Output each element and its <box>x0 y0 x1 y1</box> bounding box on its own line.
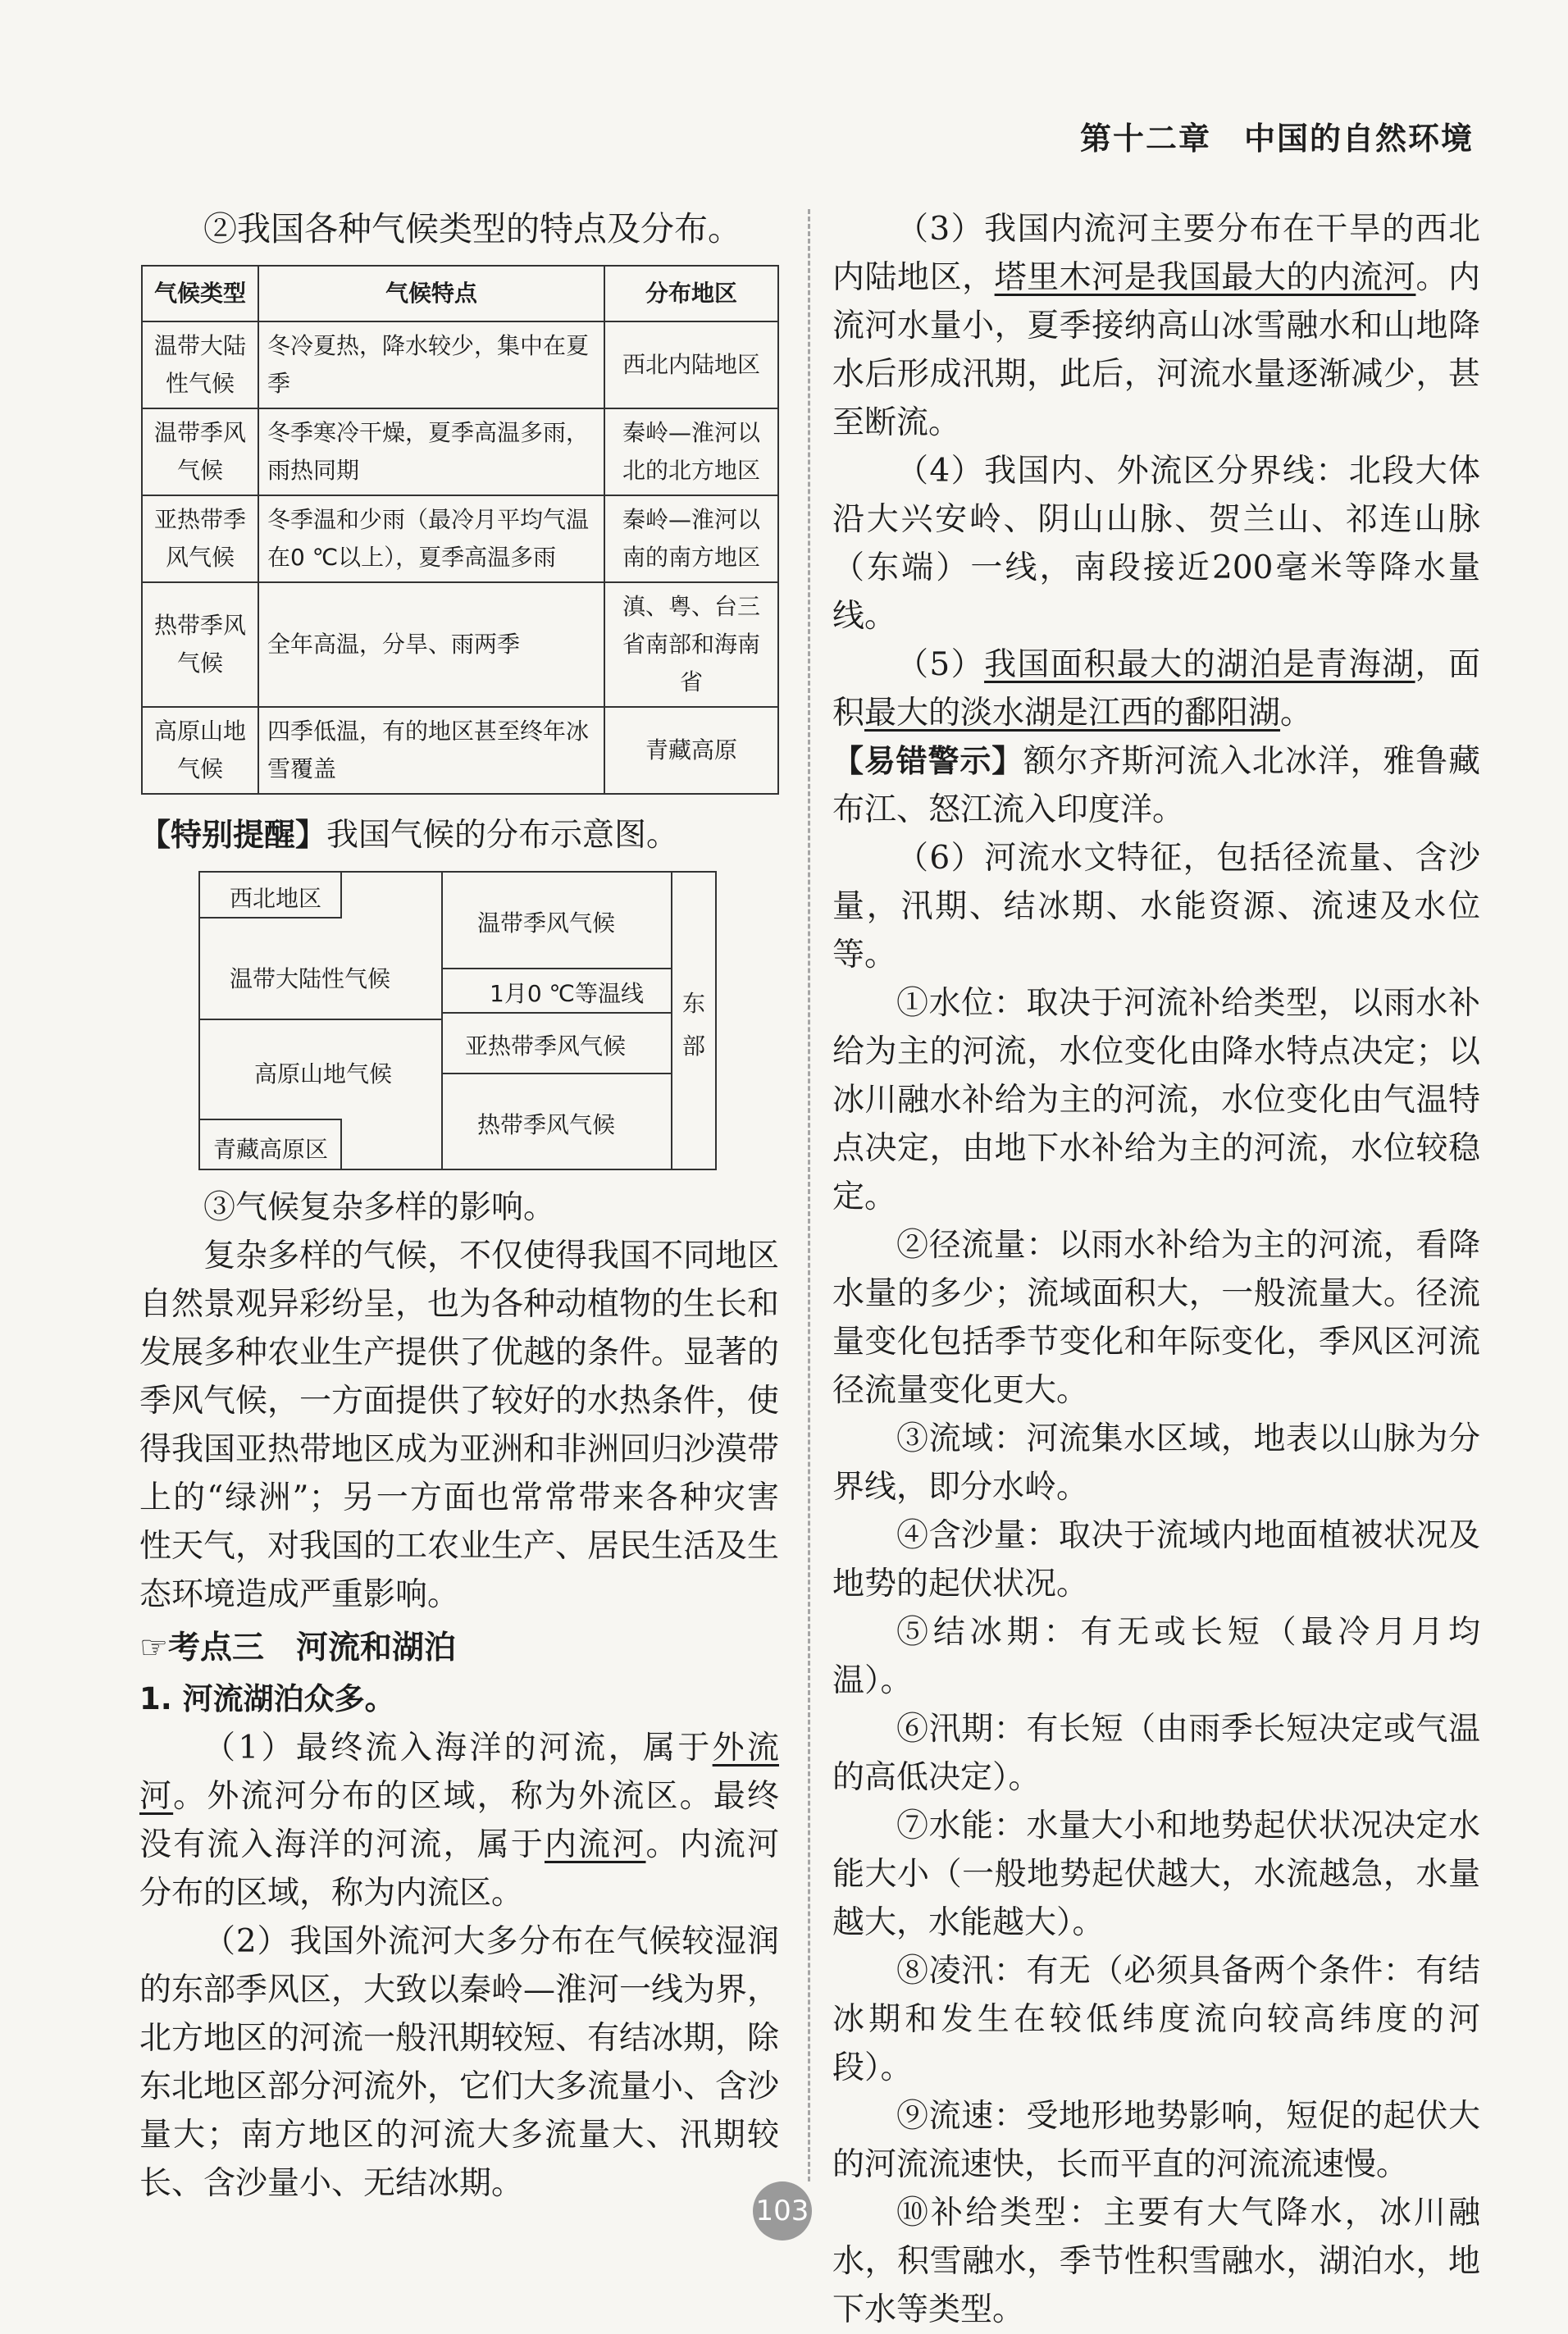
diagram-west-divider <box>198 1019 443 1020</box>
text-run: （1）最终流入海洋的河流，属于 <box>203 1730 713 1766</box>
underlined-term: 我国面积最大的湖泊是青海湖 <box>984 646 1415 683</box>
subsection-heading: 1. 河流湖泊众多。 <box>139 1681 395 1716</box>
cell-feature: 全年高温，分旱、雨两季 <box>258 582 604 707</box>
table-caption: ②我国各种气候类型的特点及分布。 <box>203 209 741 248</box>
label-east-2: 部 <box>682 1033 706 1060</box>
diagram-east-divider-2 <box>441 1012 672 1014</box>
error-warning <box>832 737 1480 834</box>
cell-region: 青藏高原 <box>604 707 778 794</box>
text-run: 。内流河水量小，夏季接纳高山冰雪融水和山地降水后形成汛期，此后，河流水量逐渐减少，甚至断流。 <box>832 259 1480 441</box>
paragraph: ③气候复杂多样的影响。 <box>203 1189 556 1226</box>
climate-distribution-diagram <box>198 871 717 1170</box>
cell-region: 秦岭—淮河以北的北方地区 <box>604 408 778 495</box>
warning-tag: 【易错警示】 <box>832 743 1024 779</box>
text-run: ，面积 <box>832 646 1480 732</box>
hydro-item: ②径流量：以雨水补给为主的河流，看降水量的多少；流域面积大，一般流量大。径流量变化包括季节变化和年际变化，季风区河流径流量变化更大。 <box>832 1227 1480 1409</box>
left-column <box>139 205 779 2208</box>
special-reminder <box>139 811 779 859</box>
cell-type: 温带季风气候 <box>142 408 258 495</box>
table-row <box>142 582 778 707</box>
label-isotherm: 1月0 ℃等温线 <box>490 980 644 1007</box>
text-run: 。内流河分布的区域，称为内流区。 <box>139 1826 779 1912</box>
text-run: （3）我国内流河主要分布在干旱的西北内陆地区， <box>832 211 1480 296</box>
hydro-item: ③流域：河流集水区域，地表以山脉为分界线，即分水岭。 <box>832 1420 1480 1506</box>
column-divider <box>808 209 810 2181</box>
paragraph <box>139 1724 779 1917</box>
hydro-item: ⑧凌汛：有无（必须具备两个条件：有结冰期和发生在较低纬度流向较高纬度的河段）。 <box>832 1953 1480 2086</box>
label-east-1: 东 <box>682 990 706 1017</box>
table-row <box>142 408 778 495</box>
cell-feature: 四季低温，有的地区甚至终年冰雪覆盖 <box>258 707 604 794</box>
page-number: 103 <box>753 2181 812 2241</box>
diagram-east-divider-3 <box>441 1073 672 1074</box>
label-temperate-monsoon: 温带季风气候 <box>477 909 616 937</box>
section-heading: ☞考点三 河流和湖泊 <box>139 1630 456 1666</box>
reminder-tag: 【特别提醒】 <box>139 817 327 853</box>
climate-table <box>141 265 779 795</box>
paragraph: 复杂多样的气候，不仅使得我国不同地区自然景观异彩纷呈，也为各种动植物的生长和发展多种农业生产提供了优越的条件。显著的季风气候，一方面提供了较好的水热条件，使得我国亚热带地区成为亚洲和非洲回归沙漠带上的“绿洲”；另一方面也常常带来各种灾害性天气，对我国的工农业生产、居民生活及生态环境造成严重影响。 <box>139 1238 780 1613</box>
label-tropical-monsoon: 热带季风气候 <box>477 1111 616 1138</box>
underlined-term: 内流河 <box>544 1826 646 1863</box>
cell-region: 西北内陆地区 <box>604 321 778 408</box>
table-header-row <box>142 266 778 321</box>
hydro-item: ⑤结冰期：有无或长短（最冷月月均温）。 <box>832 1614 1480 1699</box>
label-temperate-continental: 温带大陆性气候 <box>230 965 391 992</box>
paragraph: （4）我国内、外流区分界线：北段大体沿大兴安岭、阴山山脉、贺兰山、祁连山脉（东端）一线，南段接近200毫米等降水量线。 <box>832 453 1480 635</box>
cell-type: 高原山地气候 <box>142 707 258 794</box>
hydro-item: ⑦水能：水量大小和地势起伏状况决定水能大小（一般地势起伏越大，水流越急，水量越大，水能越大）。 <box>832 1807 1480 1941</box>
warning-text: 额尔齐斯河流入北冰洋，雅鲁藏布江、怒江流入印度洋。 <box>832 743 1480 828</box>
cell-type: 温带大陆性气候 <box>142 321 258 408</box>
hydro-item: ①水位：取决于河流补给类型，以雨水补给为主的河流，水位变化由降水特点决定；以冰川融水补给为主的河流，水位变化由气温特点决定，由地下水补给为主的河流，水位较稳定。 <box>832 985 1480 1215</box>
label-plateau-mountain: 高原山地气候 <box>254 1060 393 1087</box>
cell-type: 热带季风气候 <box>142 582 258 707</box>
text-run: 。 <box>1280 695 1313 732</box>
text-run: （5） <box>896 646 985 683</box>
hydro-item: ④含沙量：取决于流域内地面植被状况及地势的起伏状况。 <box>832 1517 1480 1602</box>
label-northwest: 西北地区 <box>230 885 322 912</box>
table-row <box>142 495 778 582</box>
reminder-text: 我国气候的分布示意图。 <box>326 817 679 854</box>
underlined-term: 塔里木河是我国最大的内流河 <box>994 259 1416 296</box>
hydro-item: ⑨流速：受地形地势影响，短促的起伏大的河流流速快，长而平直的河流流速慢。 <box>832 2098 1480 2183</box>
right-column <box>832 205 1480 2334</box>
hydro-item: ⑩补给类型：主要有大气降水，冰川融水，积雪融水，季节性积雪融水，湖泊水，地下水等类型。 <box>832 2195 1480 2328</box>
paragraph <box>832 640 1480 737</box>
hydro-item: ⑥汛期：有长短（由雨季长短决定或气温的高低决定）。 <box>832 1711 1480 1796</box>
table-row <box>142 707 778 794</box>
paragraph: （2）我国外流河大多分布在气候较湿润的东部季风区，大致以秦岭—淮河一线为界，北方地区的河流一般汛期较短、有结冰期，除东北地区部分河流外，它们大多流量小、含沙量大；南方地区的河流大多流量大、汛期较长、含沙量小、无结冰期。 <box>139 1923 780 2202</box>
cell-region: 秦岭—淮河以南的南方地区 <box>604 495 778 582</box>
diagram-east-divider-1 <box>441 968 672 969</box>
label-qinghai-tibet: 青藏高原区 <box>213 1136 329 1163</box>
cell-feature: 冬季温和少雨（最冷月平均气温在0 ℃以上），夏季高温多雨 <box>258 495 604 582</box>
cell-feature: 冬冷夏热，降水较少，集中在夏季 <box>258 321 604 408</box>
table-row <box>142 321 778 408</box>
cell-region: 滇、粤、台三省南部和海南省 <box>604 582 778 707</box>
header-type: 气候类型 <box>142 266 258 321</box>
header-feature: 气候特点 <box>258 266 604 321</box>
underlined-term: 外流河 <box>139 1730 779 1815</box>
header-region: 分布地区 <box>604 266 778 321</box>
chapter-header: 第十二章 中国的自然环境 <box>1079 121 1474 157</box>
underlined-term: 最大的淡水湖是江西的鄱阳湖 <box>864 695 1281 732</box>
cell-feature: 冬季寒冷干燥，夏季高温多雨，雨热同期 <box>258 408 604 495</box>
label-subtropical-monsoon: 亚热带季风气候 <box>465 1033 627 1060</box>
cell-type: 亚热带季风气候 <box>142 495 258 582</box>
text-run: 。外流河分布的区域，称为外流区。最终没有流入海洋的河流，属于 <box>139 1778 779 1863</box>
paragraph <box>832 205 1480 447</box>
paragraph: （6）河流水文特征，包括径流量、含沙量，汛期、结冰期、水能资源、流速及水位等。 <box>832 840 1480 973</box>
